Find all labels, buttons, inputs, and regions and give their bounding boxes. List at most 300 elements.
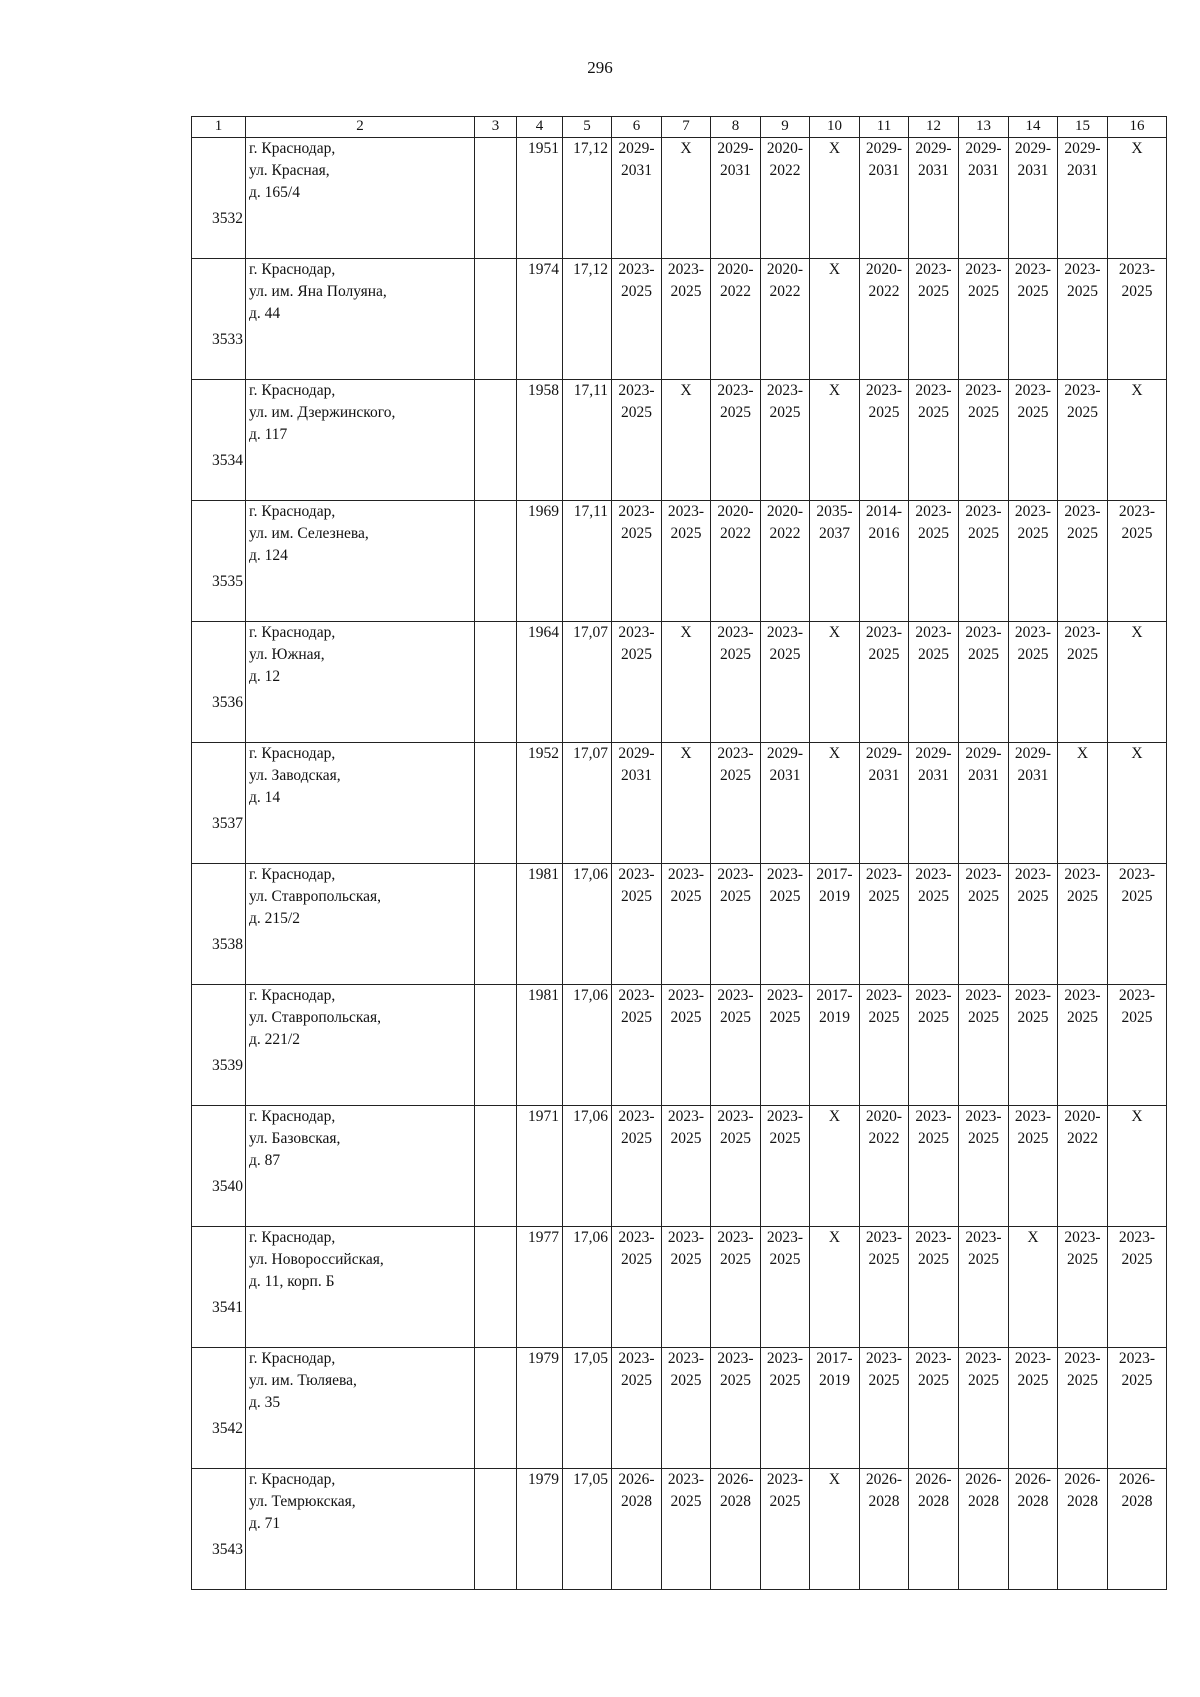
period-cell-col-10 [810, 864, 860, 985]
value-cell: 17,05 [563, 1469, 612, 1590]
address-cell [246, 1469, 475, 1590]
row-number: 3533 [192, 259, 246, 380]
period-line: 2023- [1014, 503, 1052, 520]
period-cell-col-7 [662, 138, 711, 259]
period-cell-col-14 [1009, 1106, 1058, 1227]
period-line: 2025 [968, 1130, 999, 1147]
period-line: 2023- [1118, 987, 1156, 1004]
period-line: 2023- [618, 261, 655, 278]
period-cell-col-11 [860, 1469, 909, 1590]
period-line: Х [828, 1471, 841, 1488]
column-3-cell [475, 985, 517, 1106]
period-cell-col-13 [959, 622, 1009, 743]
period-cell-col-11 [860, 1106, 909, 1227]
period-cell-col-10 [810, 138, 860, 259]
period-line: 2031 [918, 162, 949, 179]
address-cell [246, 743, 475, 864]
period-line: 2025 [1121, 1372, 1153, 1389]
address-line: ул. Новороссийская, [249, 1251, 384, 1268]
period-cell-col-16 [1108, 985, 1167, 1106]
period-cell-col-9 [761, 1227, 810, 1348]
period-cell-col-10 [810, 259, 860, 380]
period-line: 2025 [621, 1372, 652, 1389]
period-line: 2025 [1067, 646, 1098, 663]
period-line: Х [1131, 140, 1143, 157]
period-cell-col-14 [1009, 1227, 1058, 1348]
period-line: 2023- [915, 382, 952, 399]
period-line: Х [1131, 382, 1143, 399]
period-line: Х [1131, 1108, 1143, 1125]
period-line: 2025 [621, 1251, 652, 1268]
column-header-5: 5 [563, 117, 612, 138]
period-cell-col-12 [909, 138, 959, 259]
period-line: 2028 [1121, 1493, 1153, 1510]
period-cell-col-7 [662, 622, 711, 743]
period-cell-col-6 [612, 622, 662, 743]
period-line: 2025 [1017, 283, 1049, 300]
period-line: 2031 [1067, 162, 1098, 179]
period-cell-col-15 [1058, 1106, 1108, 1227]
period-line: 2025 [1017, 1372, 1049, 1389]
period-line: 2019 [819, 888, 850, 905]
table-row [192, 138, 1167, 259]
period-cell-col-8 [711, 259, 761, 380]
period-cell-col-16 [1108, 380, 1167, 501]
period-cell-col-8 [711, 622, 761, 743]
period-line: 2023- [766, 624, 804, 641]
period-line: Х [680, 140, 692, 157]
address-line: г. Краснодар, [249, 745, 336, 762]
period-cell-col-8 [711, 1227, 761, 1348]
period-cell-col-7 [662, 1227, 711, 1348]
row-number: 3538 [192, 864, 246, 985]
address-cell [246, 259, 475, 380]
header-row [192, 117, 1167, 138]
column-3-cell [475, 1348, 517, 1469]
period-cell-col-15 [1058, 259, 1108, 380]
period-cell-col-12 [909, 1348, 959, 1469]
period-cell-col-10 [810, 501, 860, 622]
period-line: 2031 [968, 162, 999, 179]
year-cell: 1981 [517, 864, 563, 985]
period-line: 2035- [816, 503, 853, 520]
period-line: 2023- [1014, 382, 1052, 399]
period-line: 2026- [1014, 1471, 1052, 1488]
period-line: 2025 [670, 1372, 702, 1389]
period-line: 2023- [1014, 261, 1052, 278]
period-line: 2025 [670, 1251, 702, 1268]
period-line: 2025 [918, 646, 949, 663]
period-line: 2023- [667, 866, 705, 883]
address-line: ул. Темрюкская, [249, 1493, 356, 1510]
period-cell-col-15 [1058, 138, 1108, 259]
period-line: 2023- [766, 1471, 804, 1488]
period-cell-col-7 [662, 259, 711, 380]
period-cell-col-9 [761, 743, 810, 864]
period-cell-col-15 [1058, 622, 1108, 743]
period-cell-col-15 [1058, 1348, 1108, 1469]
period-cell-col-16 [1108, 743, 1167, 864]
period-line: Х [828, 1108, 841, 1125]
period-line: 2023- [717, 745, 754, 762]
value-cell: 17,06 [563, 864, 612, 985]
period-cell-col-8 [711, 1348, 761, 1469]
period-line: 2023- [667, 1108, 705, 1125]
period-line: 2031 [968, 767, 999, 784]
period-line: 2023- [1118, 866, 1156, 883]
period-line: 2023- [1014, 987, 1052, 1004]
period-line: Х [828, 382, 841, 399]
address-cell [246, 1227, 475, 1348]
period-line: 2025 [1017, 646, 1049, 663]
period-line: 2029- [618, 745, 655, 762]
column-header-13: 13 [959, 117, 1009, 138]
period-line: 2023- [618, 1229, 655, 1246]
period-line: 2023- [1014, 1350, 1052, 1367]
period-cell-col-16 [1108, 259, 1167, 380]
row-number: 3539 [192, 985, 246, 1106]
period-cell-col-12 [909, 1469, 959, 1590]
period-line: 2031 [1017, 767, 1049, 784]
period-cell-col-15 [1058, 1227, 1108, 1348]
column-header-3: 3 [475, 117, 517, 138]
period-cell-col-12 [909, 743, 959, 864]
period-cell-col-11 [860, 985, 909, 1106]
period-line: 2025 [968, 646, 999, 663]
period-cell-col-15 [1058, 743, 1108, 864]
period-cell-col-8 [711, 380, 761, 501]
period-line: 2023- [915, 261, 952, 278]
period-line: 2023- [965, 1108, 1002, 1125]
row-number: 3541 [192, 1227, 246, 1348]
column-3-cell [475, 1227, 517, 1348]
period-line: 2022 [720, 525, 751, 542]
period-line: 2025 [720, 646, 751, 663]
period-cell-col-11 [860, 1227, 909, 1348]
period-cell-col-7 [662, 380, 711, 501]
period-line: 2023- [965, 624, 1002, 641]
year-cell: 1971 [517, 1106, 563, 1227]
column-3-cell [475, 622, 517, 743]
period-line: Х [828, 140, 841, 157]
period-cell-col-6 [612, 380, 662, 501]
period-line: 2023- [1118, 503, 1156, 520]
period-line: 2023- [865, 1229, 903, 1246]
period-cell-col-6 [612, 1106, 662, 1227]
period-line: 2023- [915, 1229, 952, 1246]
period-line: 2023- [1118, 1350, 1156, 1367]
period-line: 2028 [968, 1493, 999, 1510]
period-line: 2023- [766, 1350, 804, 1367]
period-line: 2023- [667, 261, 705, 278]
period-cell-col-9 [761, 1469, 810, 1590]
column-header-12: 12 [909, 117, 959, 138]
period-cell-col-14 [1009, 138, 1058, 259]
period-line: 2020- [766, 140, 804, 157]
period-cell-col-8 [711, 501, 761, 622]
period-line: 2026- [717, 1471, 754, 1488]
period-cell-col-9 [761, 259, 810, 380]
period-cell-col-10 [810, 1469, 860, 1590]
period-cell-col-8 [711, 1106, 761, 1227]
period-line: 2025 [670, 1130, 702, 1147]
period-line: 2023- [667, 1229, 705, 1246]
period-cell-col-7 [662, 1469, 711, 1590]
period-line: 2023- [1064, 382, 1101, 399]
period-line: 2023- [1064, 261, 1101, 278]
table-row [192, 380, 1167, 501]
period-line: 2025 [769, 1493, 801, 1510]
period-cell-col-13 [959, 1348, 1009, 1469]
period-line: 2023- [1064, 987, 1101, 1004]
row-number: 3534 [192, 380, 246, 501]
period-line: 2029- [965, 140, 1002, 157]
period-line: 2025 [1067, 404, 1098, 421]
period-cell-col-12 [909, 380, 959, 501]
column-header-10: 10 [810, 117, 860, 138]
period-line: 2023- [766, 1108, 804, 1125]
period-cell-col-11 [860, 380, 909, 501]
address-line: д. 117 [249, 426, 288, 443]
address-line: ул. им. Дзержинского, [249, 404, 396, 421]
address-line: г. Краснодар, [249, 382, 336, 399]
address-cell [246, 864, 475, 985]
period-line: 2025 [868, 404, 900, 421]
address-cell [246, 1106, 475, 1227]
period-cell-col-7 [662, 501, 711, 622]
column-header-6: 6 [612, 117, 662, 138]
address-line: д. 87 [249, 1152, 281, 1169]
period-cell-col-15 [1058, 1469, 1108, 1590]
period-line: 2023- [965, 1229, 1002, 1246]
address-line: ул. им. Селезнева, [249, 525, 369, 542]
period-cell-col-12 [909, 985, 959, 1106]
period-cell-col-9 [761, 380, 810, 501]
period-line: Х [680, 624, 692, 641]
period-line: 2023- [618, 866, 655, 883]
period-line: 2020- [766, 261, 804, 278]
period-line: 2025 [1067, 283, 1098, 300]
period-cell-col-16 [1108, 138, 1167, 259]
address-line: г. Краснодар, [249, 866, 336, 883]
column-3-cell [475, 1469, 517, 1590]
period-line: 2025 [918, 1130, 949, 1147]
period-line: 2022 [769, 283, 801, 300]
period-line: 2025 [918, 283, 949, 300]
period-cell-col-13 [959, 1106, 1009, 1227]
period-cell-col-8 [711, 138, 761, 259]
period-line: 2026- [915, 1471, 952, 1488]
address-cell [246, 380, 475, 501]
period-cell-col-7 [662, 1348, 711, 1469]
year-cell: 1951 [517, 138, 563, 259]
period-line: 2025 [720, 404, 751, 421]
address-cell [246, 501, 475, 622]
address-line: д. 215/2 [249, 910, 300, 927]
period-cell-col-11 [860, 864, 909, 985]
period-line: 2028 [1067, 1493, 1098, 1510]
period-line: 2028 [1017, 1493, 1049, 1510]
period-line: 2019 [819, 1009, 850, 1026]
row-number: 3543 [192, 1469, 246, 1590]
period-cell-col-10 [810, 380, 860, 501]
address-line: ул. Южная, [249, 646, 325, 663]
period-line: 2023- [915, 987, 952, 1004]
period-line: 2025 [1067, 1251, 1098, 1268]
address-cell [246, 138, 475, 259]
period-line: 2023- [1064, 1350, 1101, 1367]
table-row [192, 743, 1167, 864]
period-cell-col-14 [1009, 864, 1058, 985]
period-line: 2023- [965, 1350, 1002, 1367]
period-cell-col-14 [1009, 622, 1058, 743]
column-header-11: 11 [860, 117, 909, 138]
period-line: Х [1131, 745, 1143, 762]
period-cell-col-6 [612, 864, 662, 985]
period-line: 2025 [769, 888, 801, 905]
period-line: 2023- [717, 866, 754, 883]
address-line: ул. Ставропольская, [249, 1009, 382, 1026]
period-line: 2029- [1014, 140, 1052, 157]
year-cell: 1981 [517, 985, 563, 1106]
row-number: 3542 [192, 1348, 246, 1469]
period-line: 2023- [965, 503, 1002, 520]
address-line: г. Краснодар, [249, 987, 336, 1004]
column-header-14: 14 [1009, 117, 1058, 138]
period-cell-col-8 [711, 864, 761, 985]
period-line: 2031 [769, 767, 801, 784]
period-line: 2025 [720, 767, 751, 784]
address-line: г. Краснодар, [249, 261, 336, 278]
period-cell-col-16 [1108, 501, 1167, 622]
period-cell-col-16 [1108, 1106, 1167, 1227]
period-line: 2025 [1121, 525, 1153, 542]
period-line: 2025 [621, 525, 652, 542]
period-cell-col-13 [959, 380, 1009, 501]
period-cell-col-10 [810, 985, 860, 1106]
period-line: 2025 [918, 888, 949, 905]
period-line: 2019 [819, 1372, 850, 1389]
period-line: 2025 [720, 1251, 751, 1268]
period-line: 2029- [618, 140, 655, 157]
period-line: 2023- [865, 866, 903, 883]
column-header-8: 8 [711, 117, 761, 138]
address-cell [246, 985, 475, 1106]
period-cell-col-13 [959, 501, 1009, 622]
address-line: ул. Красная, [249, 162, 330, 179]
address-line: д. 12 [249, 668, 281, 685]
value-cell: 17,06 [563, 1227, 612, 1348]
period-line: 2025 [670, 1009, 702, 1026]
period-cell-col-8 [711, 985, 761, 1106]
period-line: 2023- [865, 382, 903, 399]
period-line: 2025 [621, 1009, 652, 1026]
period-line: 2031 [868, 767, 900, 784]
period-line: 2020- [1064, 1108, 1101, 1125]
period-cell-col-13 [959, 1227, 1009, 1348]
period-line: 2020- [865, 1108, 903, 1125]
period-line: 2025 [769, 404, 801, 421]
period-line: 2023- [1014, 866, 1052, 883]
period-line: Х [828, 745, 841, 762]
period-line: 2022 [868, 1130, 900, 1147]
period-line: 2023- [717, 1229, 754, 1246]
period-line: 2025 [670, 283, 702, 300]
period-line: 2014- [865, 503, 903, 520]
period-line: 2026- [1118, 1471, 1156, 1488]
period-line: 2025 [968, 525, 999, 542]
period-line: 2023- [618, 1350, 655, 1367]
period-cell-col-7 [662, 864, 711, 985]
table-row [192, 501, 1167, 622]
period-line: 2025 [968, 888, 999, 905]
column-header-9: 9 [761, 117, 810, 138]
period-line: 2025 [1067, 525, 1098, 542]
period-line: 2025 [1017, 525, 1049, 542]
period-cell-col-13 [959, 138, 1009, 259]
period-line: 2023- [618, 1108, 655, 1125]
period-cell-col-6 [612, 501, 662, 622]
period-cell-col-14 [1009, 1348, 1058, 1469]
period-cell-col-14 [1009, 501, 1058, 622]
period-cell-col-12 [909, 1106, 959, 1227]
value-cell: 17,07 [563, 622, 612, 743]
register-table [191, 116, 1167, 1590]
period-cell-col-10 [810, 1106, 860, 1227]
period-cell-col-7 [662, 743, 711, 864]
period-line: 2025 [868, 1372, 900, 1389]
period-cell-col-14 [1009, 1469, 1058, 1590]
period-cell-col-11 [860, 259, 909, 380]
period-cell-col-16 [1108, 1469, 1167, 1590]
period-line: 2031 [918, 767, 949, 784]
period-line: 2022 [769, 525, 801, 542]
period-line: 2025 [1067, 1009, 1098, 1026]
address-cell [246, 1348, 475, 1469]
period-cell-col-13 [959, 259, 1009, 380]
period-line: 2020- [766, 503, 804, 520]
period-cell-col-15 [1058, 864, 1108, 985]
column-3-cell [475, 1106, 517, 1227]
period-line: 2023- [766, 866, 804, 883]
period-line: Х [828, 1229, 841, 1246]
period-cell-col-12 [909, 1227, 959, 1348]
period-cell-col-9 [761, 864, 810, 985]
period-line: 2023- [618, 624, 655, 641]
table-row [192, 1106, 1167, 1227]
table-row [192, 1227, 1167, 1348]
period-line: 2023- [915, 1350, 952, 1367]
period-line: 2023- [717, 1108, 754, 1125]
year-cell: 1969 [517, 501, 563, 622]
address-line: ул. Базовская, [249, 1130, 341, 1147]
period-line: 2022 [720, 283, 751, 300]
period-cell-col-9 [761, 1348, 810, 1469]
period-cell-col-15 [1058, 380, 1108, 501]
period-line: 2023- [915, 1108, 952, 1125]
address-line: д. 35 [249, 1394, 281, 1411]
address-line: д. 11, корп. Б [249, 1273, 335, 1290]
period-cell-col-11 [860, 138, 909, 259]
period-line: 2016 [868, 525, 900, 542]
period-line: 2025 [621, 646, 652, 663]
address-line: г. Краснодар, [249, 1229, 336, 1246]
address-line: г. Краснодар, [249, 1108, 336, 1125]
period-line: 2023- [667, 1471, 705, 1488]
period-line: 2025 [968, 1372, 999, 1389]
period-line: 2026- [965, 1471, 1002, 1488]
period-line: 2029- [1064, 140, 1101, 157]
